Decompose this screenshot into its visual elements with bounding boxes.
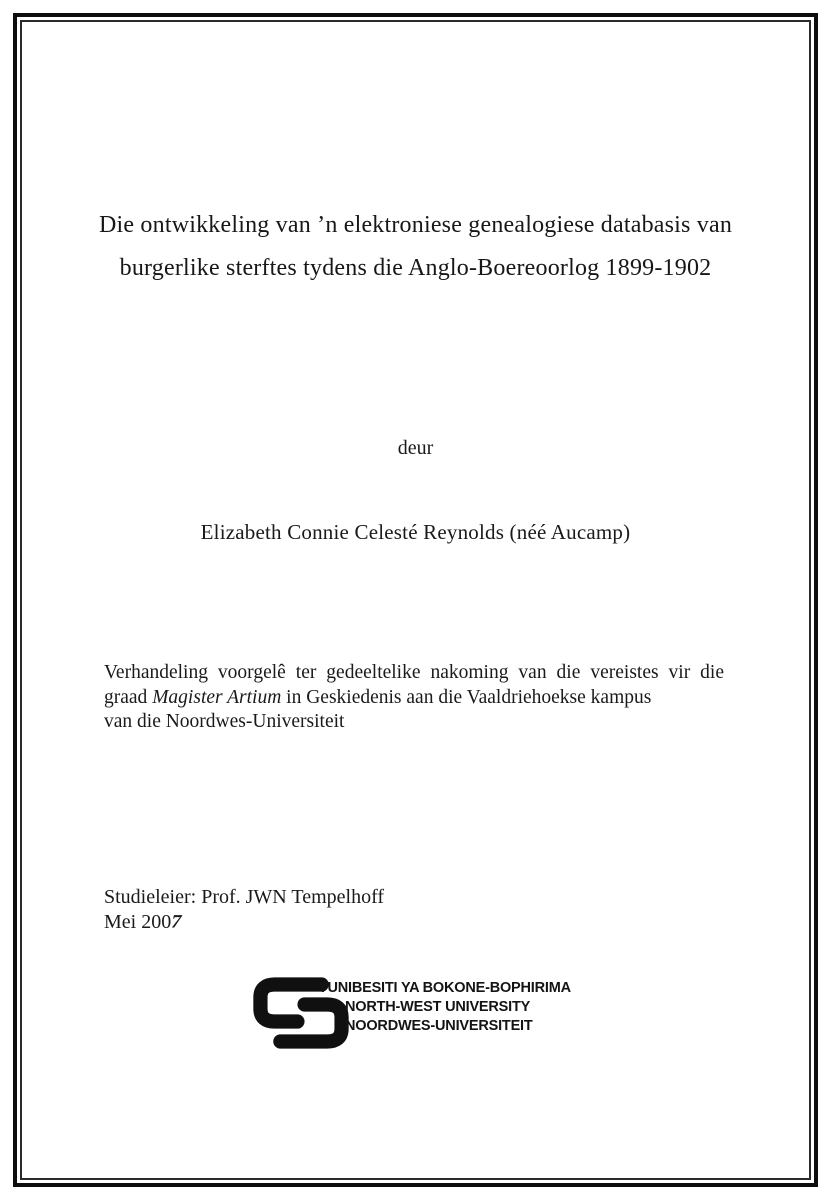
degree-statement	[104, 661, 724, 735]
author-name: Elizabeth Connie Celesté Reynolds (néé Aucamp)	[200, 520, 631, 544]
date-prefix: Mei 200	[104, 911, 172, 933]
supervisor-line: Studieleier: Prof. JWN Tempelhoff	[104, 886, 385, 908]
university-logo	[253, 974, 593, 1054]
statement-line-2	[104, 686, 724, 711]
thesis-title	[60, 204, 771, 290]
degree-name: Magister Artium	[152, 686, 282, 708]
byline: deur	[397, 437, 434, 459]
statement-line-1: Verhandeling voorgelê ter gedeeltelike nakoming van die vereistes vir die	[104, 662, 724, 683]
title-line-2: burgerlike sterftes tydens die Anglo-Boereoorlog 1899-1902	[119, 255, 712, 281]
statement-line-2-pre: graad	[104, 686, 153, 708]
date-line	[104, 911, 184, 934]
title-line-1: Die ontwikkeling van ’n elektroniese genealogiese databasis van	[98, 212, 733, 238]
statement-line-3: van die Noordwes-Universiteit	[104, 711, 345, 732]
logo-text-line-1: YUNIBESITI YA BOKONE-BOPHIRIMA	[318, 980, 571, 996]
logo-text-line-3: NOORDWES-UNIVERSITEIT	[345, 1018, 533, 1034]
logo-text-line-2: NORTH-WEST UNIVERSITY	[345, 999, 531, 1015]
university-logo-text	[318, 979, 571, 1036]
statement-line-2-post: in Geskiedenis aan die Vaaldriehoekse kampus	[281, 686, 652, 708]
date-last-digit: 7	[168, 911, 184, 933]
